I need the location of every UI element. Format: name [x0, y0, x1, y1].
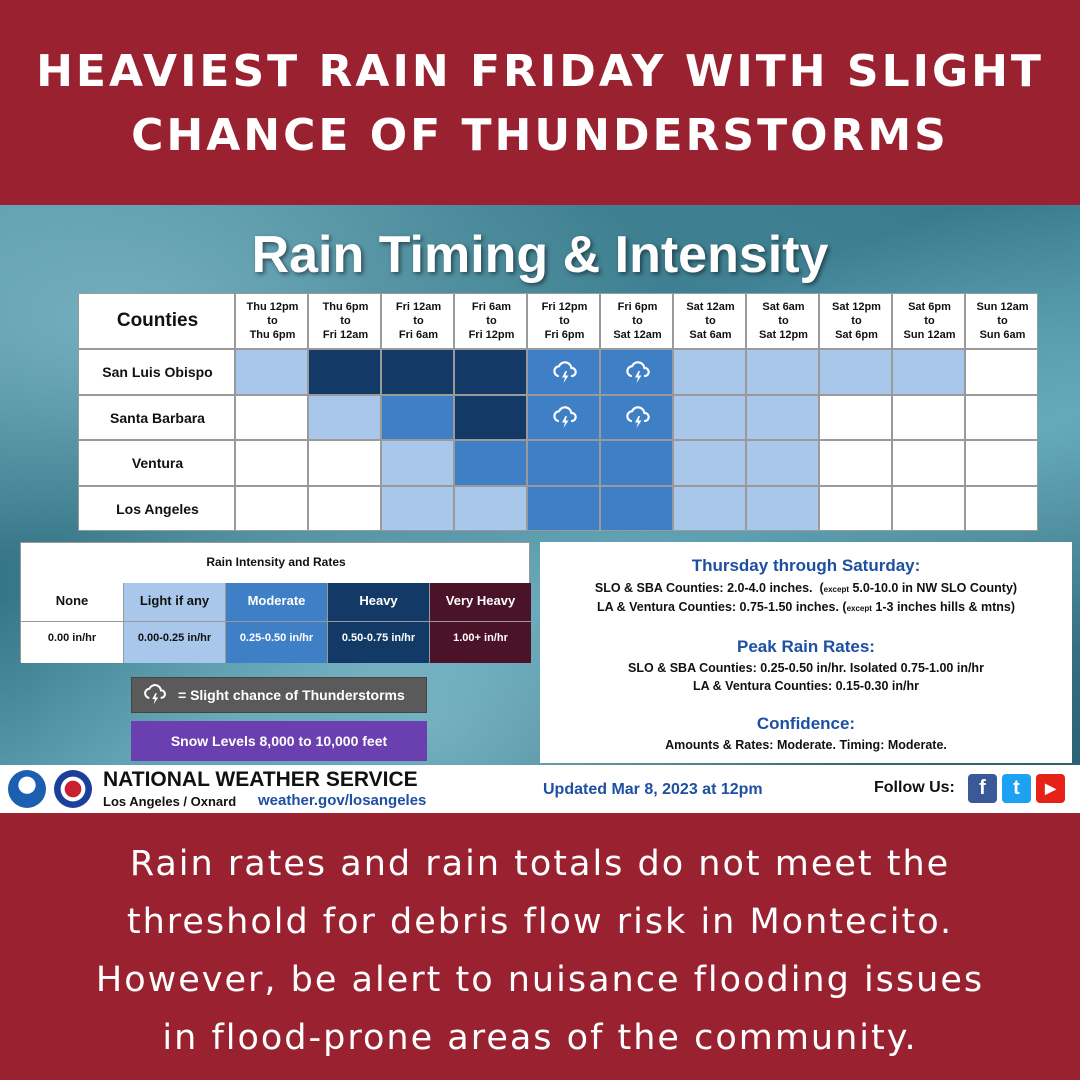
- period-label: Thu 12pm to Thu 6pm: [246, 301, 299, 341]
- period-header: [308, 293, 381, 349]
- twitter-icon[interactable]: t: [1002, 774, 1031, 803]
- thunderstorm-icon: [142, 682, 168, 711]
- top-banner: [0, 0, 1080, 205]
- county-cell: [78, 395, 235, 441]
- message-line-2: threshold for debris flow risk in Montecito.: [126, 902, 954, 942]
- intensity-cell: [308, 395, 381, 441]
- intensity-cell: [673, 486, 746, 532]
- totals-la-ventura: LA & Ventura Counties: 0.75-1.50 inches. (except 1-3 inches hills & mtns): [596, 600, 1016, 614]
- legend-item-name: Heavy: [359, 593, 398, 608]
- intensity-cell: [381, 395, 454, 441]
- peak-rates-la-ventura: LA & Ventura Counties: 0.15-0.30 in/hr: [693, 679, 919, 693]
- rain-infographic: [0, 205, 1080, 813]
- nws-logo-icon: [54, 770, 92, 808]
- follow-us-label: Follow Us:: [874, 779, 955, 796]
- intensity-cell: [746, 395, 819, 441]
- intensity-cell: [381, 440, 454, 486]
- headline-line-2: CHANCE OF THUNDERSTORMS: [131, 110, 949, 161]
- intensity-cell: [892, 349, 965, 395]
- intensity-cell: [381, 349, 454, 395]
- updated-timestamp: Updated Mar 8, 2023 at 12pm: [543, 781, 763, 798]
- period-label: Sun 12am to Sun 6am: [976, 301, 1029, 341]
- graphic-title: Rain Timing & Intensity: [251, 226, 829, 284]
- intensity-cell: [746, 349, 819, 395]
- county-cell: [78, 486, 235, 532]
- period-label: Fri 12pm to Fri 6pm: [541, 301, 588, 341]
- intensity-cell: [819, 440, 892, 486]
- intensity-cell: [965, 440, 1038, 486]
- website-link[interactable]: weather.gov/losangeles: [258, 792, 427, 809]
- intensity-cell: [527, 395, 600, 441]
- bottom-message: [0, 813, 1080, 1080]
- intensity-cell: [454, 349, 527, 395]
- period-header: [600, 293, 673, 349]
- intensity-cell: [308, 486, 381, 532]
- thunderstorm-note: [131, 677, 427, 713]
- confidence-line: Amounts & Rates: Moderate. Timing: Moderate.: [665, 738, 947, 752]
- period-label: Sat 6am to Sat 12pm: [759, 301, 808, 341]
- intensity-cell: [308, 440, 381, 486]
- legend-item-rate: 1.00+ in/hr: [453, 632, 508, 644]
- intensity-cell: [819, 486, 892, 532]
- period-header: [746, 293, 819, 349]
- county-header: Counties: [116, 310, 199, 331]
- legend-item-light: [123, 583, 225, 663]
- agency-name: NATIONAL WEATHER SERVICE: [103, 768, 418, 791]
- noaa-logo-icon: [8, 770, 46, 808]
- rain-timing-table: [78, 293, 1038, 531]
- thunderstorm-note-label: = Slight chance of Thunderstorms: [178, 687, 405, 703]
- legend-item-name: Very Heavy: [445, 593, 516, 608]
- legend-item-name: Light if any: [139, 593, 210, 608]
- legend-item-rate: 0.50-0.75 in/hr: [341, 632, 416, 644]
- period-label: Thu 6pm to Fri 12am: [322, 301, 369, 341]
- intensity-cell: [454, 395, 527, 441]
- intensity-cell: [527, 486, 600, 532]
- intensity-cell: [600, 440, 673, 486]
- county-header-cell: [78, 293, 235, 349]
- period-header: [235, 293, 308, 349]
- county-name: Santa Barbara: [110, 409, 205, 426]
- intensity-cell: [673, 440, 746, 486]
- legend-item-heavy: [327, 583, 429, 663]
- period-label: Fri 6am to Fri 12pm: [468, 301, 515, 341]
- legend-item-name: Moderate: [247, 593, 306, 608]
- legend-item-rate: 0.25-0.50 in/hr: [239, 632, 314, 644]
- peak-rates-heading: Peak Rain Rates:: [737, 637, 875, 656]
- period-header: [965, 293, 1038, 349]
- period-header: [673, 293, 746, 349]
- period-header: [527, 293, 600, 349]
- snow-level-note: Snow Levels 8,000 to 10,000 feet: [131, 721, 427, 761]
- period-label: Sat 12am to Sat 6am: [686, 301, 735, 341]
- intensity-cell: [454, 486, 527, 532]
- intensity-cell: [819, 395, 892, 441]
- intensity-cell: [673, 349, 746, 395]
- county-name: Los Angeles: [116, 500, 199, 517]
- period-label: Sat 6pm to Sun 12am: [903, 301, 956, 341]
- intensity-cell: [892, 486, 965, 532]
- period-label: Fri 12am to Fri 6am: [395, 301, 442, 341]
- totals-heading: Thursday through Saturday:: [691, 556, 921, 575]
- period-header: [892, 293, 965, 349]
- thunderstorm-icon: [551, 404, 579, 436]
- intensity-cell: [235, 486, 308, 532]
- legend-title: Rain Intensity and Rates: [206, 555, 346, 569]
- intensity-cell: [235, 395, 308, 441]
- thunderstorm-icon: [624, 404, 652, 436]
- peak-rates-slo-sba: SLO & SBA Counties: 0.25-0.50 in/hr. Isolated 0.75-1.00 in/hr: [628, 661, 984, 675]
- period-label: Fri 6pm to Sat 12am: [613, 301, 662, 341]
- intensity-cell: [235, 440, 308, 486]
- intensity-cell: [600, 395, 673, 441]
- intensity-cell: [600, 349, 673, 395]
- message-line-3: However, be alert to nuisance flooding issues: [95, 960, 985, 1000]
- legend-item-vheavy: [429, 583, 531, 663]
- totals-slo-sba: SLO & SBA Counties: 2.0-4.0 inches. (except 5.0-10.0 in NW SLO County): [594, 581, 1018, 595]
- youtube-icon[interactable]: ▶: [1036, 774, 1065, 803]
- confidence-heading: Confidence:: [756, 714, 856, 733]
- office-name: Los Angeles / Oxnard: [103, 794, 237, 809]
- intensity-cell: [381, 486, 454, 532]
- intensity-cell: [746, 440, 819, 486]
- period-header: [454, 293, 527, 349]
- period-header: [381, 293, 454, 349]
- legend-item-rate: 0.00-0.25 in/hr: [137, 632, 212, 644]
- intensity-cell: [965, 349, 1038, 395]
- intensity-cell: [454, 440, 527, 486]
- legend-item-rate: 0.00 in/hr: [47, 632, 97, 644]
- county-cell: [78, 440, 235, 486]
- message-line-1: Rain rates and rain totals do not meet the: [129, 844, 951, 884]
- intensity-cell: [892, 440, 965, 486]
- period-label: Sat 12pm to Sat 6pm: [832, 301, 881, 341]
- headline-line-1: HEAVIEST RAIN FRIDAY WITH SLIGHT: [36, 46, 1044, 97]
- legend-item-name: None: [55, 593, 89, 608]
- intensity-cell: [527, 440, 600, 486]
- nws-footer: [0, 765, 1080, 813]
- county-cell: [78, 349, 235, 395]
- intensity-cell: [965, 395, 1038, 441]
- thunderstorm-icon: [624, 359, 652, 391]
- intensity-cell: [308, 349, 381, 395]
- intensity-cell: [892, 395, 965, 441]
- intensity-cell: [673, 395, 746, 441]
- intensity-cell: [965, 486, 1038, 532]
- county-name: San Luis Obispo: [102, 364, 213, 380]
- message-line-4: in flood-prone areas of the community.: [162, 1018, 918, 1058]
- facebook-icon[interactable]: f: [968, 774, 997, 803]
- rain-intensity-legend: [20, 542, 530, 662]
- county-name: Ventura: [131, 455, 184, 471]
- intensity-cell: [746, 486, 819, 532]
- intensity-cell: [600, 486, 673, 532]
- intensity-cell: [819, 349, 892, 395]
- intensity-cell: [527, 349, 600, 395]
- intensity-cell: [235, 349, 308, 395]
- period-header: [819, 293, 892, 349]
- rain-totals-info-box: [540, 542, 1072, 763]
- legend-item-none: [21, 583, 123, 663]
- legend-item-moderate: [225, 583, 327, 663]
- thunderstorm-icon: [551, 359, 579, 391]
